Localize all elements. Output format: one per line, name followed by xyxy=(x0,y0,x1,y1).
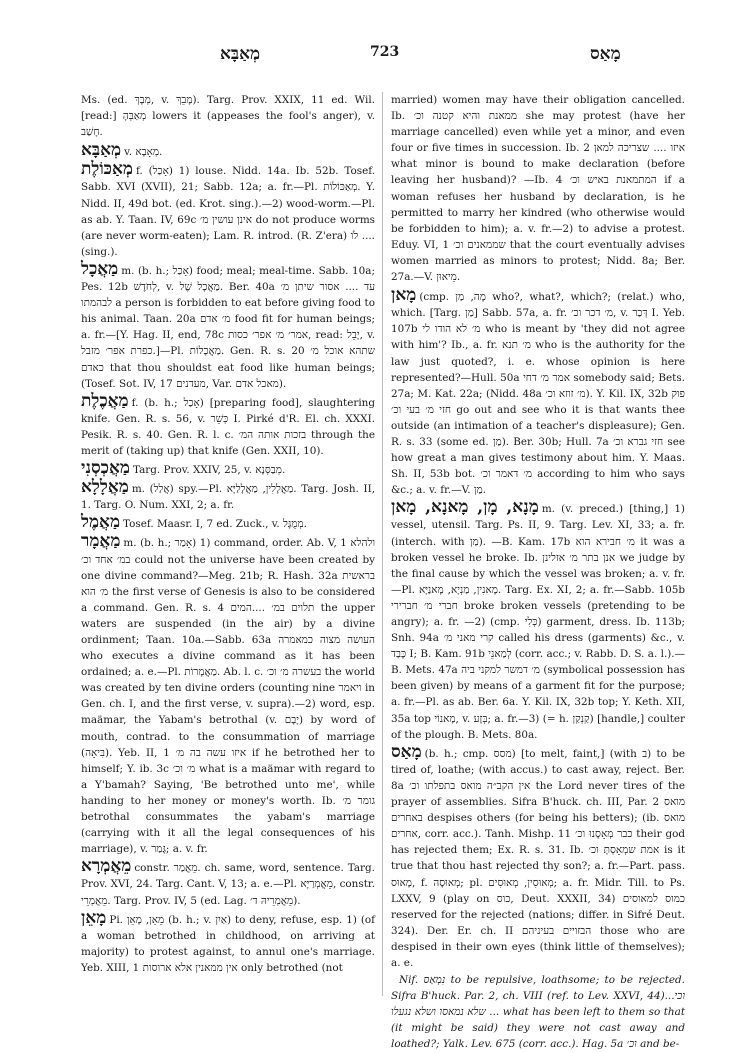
entry-headword: מָאן xyxy=(391,285,417,306)
dictionary-entry xyxy=(81,142,375,160)
dictionary-entry xyxy=(81,533,375,857)
entry-headword: מַאֲלָלָא xyxy=(81,477,129,498)
dictionary-entry xyxy=(81,907,375,976)
dictionary-entry xyxy=(391,499,685,742)
dictionary-entry xyxy=(391,92,685,285)
entry-body: Targ. Prov. XXIV, 25, v. מְבַסְּנָא. xyxy=(132,464,286,477)
dictionary-entry xyxy=(81,858,375,908)
dictionary-entry xyxy=(391,972,685,1052)
entry-headword: מָנָא, מָן, מָאנָא, מָאן xyxy=(391,497,539,518)
entry-body: m. (v. preced.) [thing,] 1) vessel, utensil. Targ. Ps. II, 9. Targ. Lev. XI, 33; a. fr. (interch. with מַן). —B. Kam. 17b מ׳ חבירא הוא it was a broken vessel he broke. Ib. אנן בתר מ׳ אזלינן we judge by the final cause by which the vessel was broken; a. v. fr.—Pl. מָאנִין, מַנְיָא, מָאנַיָּא. Targ. Ex. XI, 2; a. fr.—Sabb. 105b חברי מ׳ חברירי broke broken vessels (pretending to be angry); a. fr. —2) (cmp. כְּלִי) garment, dress. Ib. 113b; Snh. 94a קרי מאני מ׳ called his dress (garments) &c., v. כָּבַד I; B. Kam. 91b לְמַאנֵי (corr. acc.; v. Rabb. D. S. a. l.).—B. Mets. 47a מ׳ דמשר למקני ביה (symbolical possession has been given) by means of a garment fit for the purpose; a. fr.—Pl. as ab. Ber. 6a. Y. Kil. IX, 32b top; Y. Keth. XII, 35a top מָאנוֹי, v. בְּזָע; a. fr.—3) (= h. קַנְקַן) [handle,] coulter of the plough. B. Mets. 80a. xyxy=(391,503,686,741)
entry-body: m. (b. h.; אָמַר) 1) command, order. Ab. V, 1 ולהלא במ׳ אחד וכ׳ could not the universe have been created by one divine command?—Meg. 21b; R. Hash. 32a בראשית מ׳ הוא the first verse of Genesis is also to be considered a command. Gen. R. s. 4 תלוים במ׳ ....המים the upper waters are suspended (in the air) by a divine ordinment; Taan. 10a.—Sabb. 63a העושה מצוה כמאמרה who executes a divine command as it has been ordained; a. e.—Pl. מַאֲמָרוֹת. Ab. l. c. בעשרה מ׳ וכ׳ the world was created by ten divine orders (counting nine ויאמר in Gen. ch. I, and the first verse, v. supra).—2) word, esp. maämar, the Yabam's betrothal (v. יָבָם) by word of mouth, contrad. to the consummation of marriage (בִּיאָה). Yeb. II, 1 איזו עשה בה מ׳ if he betrothed her to himself; Y. ib. 3c מ׳ וכ׳ what is a maämar with regard to a Y'bamah? Saying, 'Be betrothed unto me', while handing to her money or money's worth. Ib. גומר מ׳ betrothal consummates the yabam's marriage (carrying with it all the legal consequences of his marriage), v. גָּמַר; a. v. fr. xyxy=(81,537,376,856)
entry-body: Pi. מֵאֵן, מָאֵן (b. h.; v. אַיִן) to deny, refuse, esp. 1) (of a woman betrothed in childhood, on arriving at majority) to protest against, to annul one's marriage. Yeb. XIII, 1 אין ממאנין אלא ארוסות only betrothed (not xyxy=(81,913,375,974)
entry-body: (b. h.; cmp. מסס) [to melt, faint,] (with ב) to be tired of, loathe; (with accus.) to cast away, reject. Ber. 8a אין הקב״ה מואס בתפלתו וכ׳ the Lord never tires of the prayer of assemblies. Sifra B'huck. ch. III, Par. 2 מואס באחרים despises others (for being his betters); (ib. מואס אחרים, corr. acc.). Tanh. Mishp. 11 כבר מְאָסָנוּ וכ׳ their god has rejected them; Ex. R. s. 31. Ib. אמת שמְאָסְתָּ וכ׳ is it true that thou hast rejected thy son?; a. fr.—Part. pass. מָאוּס, f. מְאוּסָה; pl. מְאוּסִין, מְאוּסִים; a. fr. Midr. Till. to Ps. LXXV, 9 (play on כוס, Deut. XXXII, 34) כמוס למאוסים reserved for the rejected (nations; differ. in Sifré Deut. 324). Der. Er. ch. II הבזויים בעיניהם those who are despised in their own eyes (think little of themselves); a. e. xyxy=(391,747,686,969)
dictionary-entry xyxy=(81,92,375,140)
right-column xyxy=(391,92,686,1051)
entry-body: (cmp. מָה, מַן who?, what?, which?; (relat.) who, which. [Targ. מַן] Sabb. 57a, a. fr. מ׳ דכר וכ׳, v. דְּכַר I. Yeb. 107b מ׳ לא הודו לי who is meant by 'they did not agree with him'? Ib., a. fr. מ׳ תנא who is the authority for the law just quoted?, i. e. whose opinion is here represented?—Hull. 50a אמר מ׳ דחי somebody said; Bets. 27a; M. Kat. 22a; (Nidd. 48a מ׳ זוזא וכ׳). Y. Kil. IX, 32b פוק חזי מ׳ בעי וכ׳ go out and see who it is that wants thee outside (an intimation of a teacher's displeasure); Gen. R. s. 33 (some ed. מַן). Ber. 30b; Hull. 7a חזי גברא וכ׳ see how great a man gives testimony about him. Y. Maas. Sh. II, 53b bot. מ׳ דאמר וכ׳ according to him who says &c.; a. v. fr.—V. מַן. xyxy=(391,291,686,497)
entry-body: m. (b. h.; אָכַל) food; meal; meal-time. Sabb. 10a; Pes. 12b לְחֹדֶשׁ, v. מַאֲכָל שֶׁל. Ber. 40a עד .... אסור שיתן מ׳ לבהמתו a person is forbidden to eat before giving food to his animal. Taan. 20a מ׳ אדם food fit for human beings; a. fr.—[Y. Hag. II, end, 78c אמר׳ מ׳ אפר׳ כסות, read: יָבֵל, v. כפרת אפר׳ מזבל.]—Pl. מַאֲכָלוֹת. Gen. R. s. 20 שתהא אוכל מ׳ כאדם that thou shouldst eat food like human beings; (Tosef. Sot. IV, 17 מעדנים, Var. מאכל אדם). xyxy=(81,264,376,390)
entry-body: constr. מֵאֲמַר. ch. same, word, sentence. Targ. Prov. XVI, 24. Targ. Cant. V, 13; a. e.—Pl. מֵאֲמְרַיָּא, constr. מֵאֲמְרֵי. Targ. Prov. IV, 5 (ed. Lag. מֵאֲמְרֵיהּ ד׳). xyxy=(81,862,376,907)
dictionary-entry xyxy=(391,287,685,498)
entry-headword: מַאֲמָר xyxy=(81,531,121,552)
dictionary-entry xyxy=(81,161,375,260)
dictionary-entry xyxy=(81,390,376,459)
dictionary-entry xyxy=(81,514,375,532)
entry-headword: מְאַבָּא xyxy=(81,140,122,161)
left-column xyxy=(81,92,375,996)
dictionary-entry xyxy=(81,479,375,513)
entry-body: f. (b. h.; אָכַל) [preparing food], slaughtering knife. Gen. R. s. 56, v. כְּשֵׁר I. Pirké d'R. El. ch. XXXI. Pesik. R. s. 40. Gen. R. l. c. בזכות אותה המ׳ through the merit of (taking up) that knife (Gen. XXII, 10). xyxy=(81,396,376,457)
column-divider xyxy=(382,92,383,996)
entry-body: m. (אֲלַל) spy.—Pl. מַאֲלָלִין, מַאֲלָלַיָּא. Targ. Josh. II, 1. Targ. O. Num. XXI, 2; a. fr. xyxy=(81,483,376,512)
entry-headword: מַאֲכֶלֶת xyxy=(81,390,129,411)
entry-body: f. (אָכַל) 1) louse. Nidd. 14a. Ib. 52b. Tosef. Sabb. XVI (XVII), 21; Sabb. 12a; a. fr.—Pl. מְאַכּוֹלוֹת. Y. Nidd. II, 49d bot. (ed. Krot. sing.).—2) wood-worm.—Pl. as ab. Y. Taan. IV, 69c אינן עושין מ׳ do not produce worms (are never worm-eaten); Lam. R. introd. (R. Z'era) לֹו .... (sing.). xyxy=(81,165,376,258)
header-left-word: מְאַבָּא xyxy=(220,44,261,64)
header-right-word: מָאַס xyxy=(590,44,621,64)
entry-body: Tosef. Maasr. I, 7 ed. Zuck., v. מְמֻגָּל. xyxy=(123,518,307,531)
entry-body: Ms. (ed. מְבָךְ, v. מָבֵךְ). Targ. Prov. XXIX, 11 ed. Wil. [read:] מְאַבְּהָ lowers it (appeases the fool's anger), v. חָשַׁב. xyxy=(81,94,376,139)
entry-headword: מָאַס xyxy=(391,741,422,762)
entry-body: v. מְאָבָא. xyxy=(124,146,163,159)
dictionary-entry xyxy=(81,460,375,478)
entry-body: Nif. נִמְאַס to be repulsive, loathsome; to be rejected. Sifra B'huck. Par. 2, ch. VIII (ref. to Lev. XXVI, 44)...וכי שלא נמאסו ושלא נגעלו ... what has been left to them so that (it might be said) they were not cast away and loathed?; Yalk. Lev. 675 (corr. acc.). Hag. 5a וכ׳ and be- xyxy=(391,974,685,1051)
entry-headword: מְאַכּוֹלֶת xyxy=(81,159,133,180)
entry-headword: מַאֲכְסְנִי xyxy=(81,458,130,479)
page-header xyxy=(80,44,700,66)
entry-headword: מַאֲמֶל xyxy=(81,512,121,533)
entry-headword: מַאֲכָל xyxy=(81,258,119,279)
dictionary-entry xyxy=(81,258,376,392)
dictionary-entry xyxy=(391,741,686,971)
entry-headword: מֵאֲמְרָא xyxy=(81,856,132,877)
entry-body: married) women may have their obligation cancelled. Ib. ממאנת והיא קטנה וכ׳ she may protest (have her marriage cancelled) even while yet a minor, and even four or five times in succession. Ib. 2 איזו .... שצריכה למאן what minor is bound to make declaration (before leaving her husband)? —Ib. 4 המתמאנת באיש וכ׳ if a woman refuses her husband by declaration, is he permitted to marry her kindred (who otherwise would be forbidden to him); a. v. fr.—2) to advise a protest. Eduy. VI, 1 שממאנים וכ׳ that the court eventually advises women married as minors to protest; Nidd. 8a; Ber. 27a.—V. מֵיאוּן. xyxy=(391,94,685,284)
page-number: 723 xyxy=(370,44,400,60)
entry-headword: מָאֵן xyxy=(81,907,107,928)
